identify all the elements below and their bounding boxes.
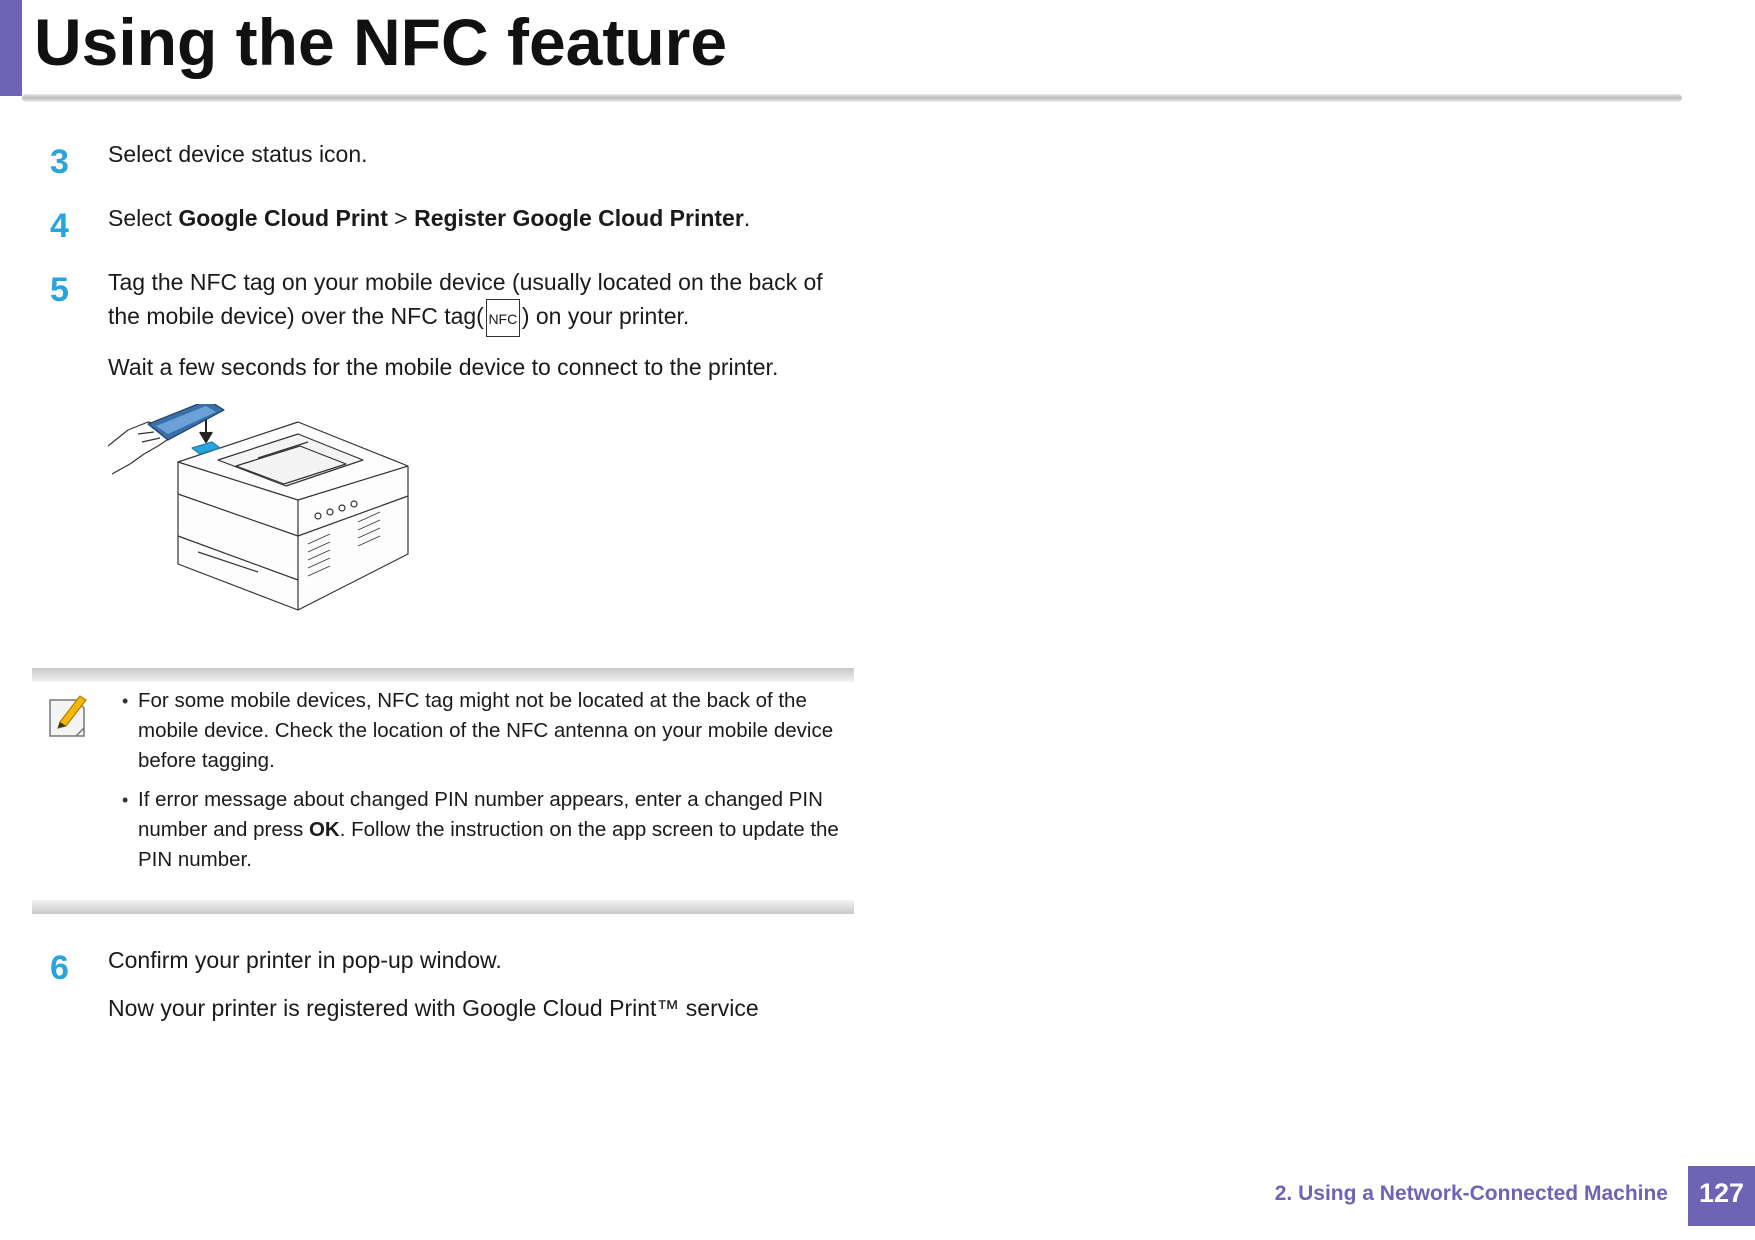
register-google-cloud-printer-label: Register Google Cloud Printer — [414, 205, 744, 231]
google-cloud-print-label: Google Cloud Print — [178, 205, 388, 231]
printer-nfc-illustration — [108, 404, 418, 640]
step-5-subtext: Wait a few seconds for the mobile device to connect to the printer. — [108, 354, 779, 380]
page-number: 127 — [1688, 1166, 1755, 1226]
ok-label: OK — [308, 818, 340, 841]
note-bottom-border — [32, 900, 854, 914]
note-bullet-1: • — [122, 691, 129, 711]
title-accent-bar — [0, 0, 22, 96]
step-6-subtext: Now your printer is registered with Google Cloud Print™ service — [108, 995, 759, 1021]
note-item-1: For some mobile devices, NFC tag might not be located at the back of the mobile device. Check the location of the NFC antenna on your mobile device before tagging. — [138, 689, 834, 772]
step-6-text: Confirm your printer in pop-up window. — [108, 947, 502, 973]
step-number-6: 6 — [50, 949, 69, 987]
note-pencil-icon — [46, 692, 88, 740]
title-divider — [22, 94, 1682, 102]
note-top-border — [32, 668, 854, 682]
step-5-text: Tag the NFC tag on your mobile device (usually located on the back of the mobile device) over the NFC tag( NFC ) on your printer. — [108, 265, 848, 337]
chapter-footer: 2. Using a Network-Connected Machine — [1274, 1182, 1668, 1205]
step-number-5: 5 — [50, 271, 69, 309]
note-bullet-2: • — [122, 790, 129, 810]
step-number-4: 4 — [50, 207, 69, 245]
page-title: Using the NFC feature — [34, 5, 728, 79]
step-number-3: 3 — [50, 143, 69, 181]
step-3-text: Select device status icon. — [108, 141, 368, 167]
note-box — [32, 668, 854, 914]
nfc-tag-icon: NFC — [486, 299, 520, 337]
step-4-text: Select Google Cloud Print > Register Google Cloud Printer. — [108, 205, 751, 231]
note-item-2: If error message about changed PIN number appears, enter a changed PIN number and press OK. Follow the instruction on the app screen to update the PIN number. — [138, 788, 839, 871]
